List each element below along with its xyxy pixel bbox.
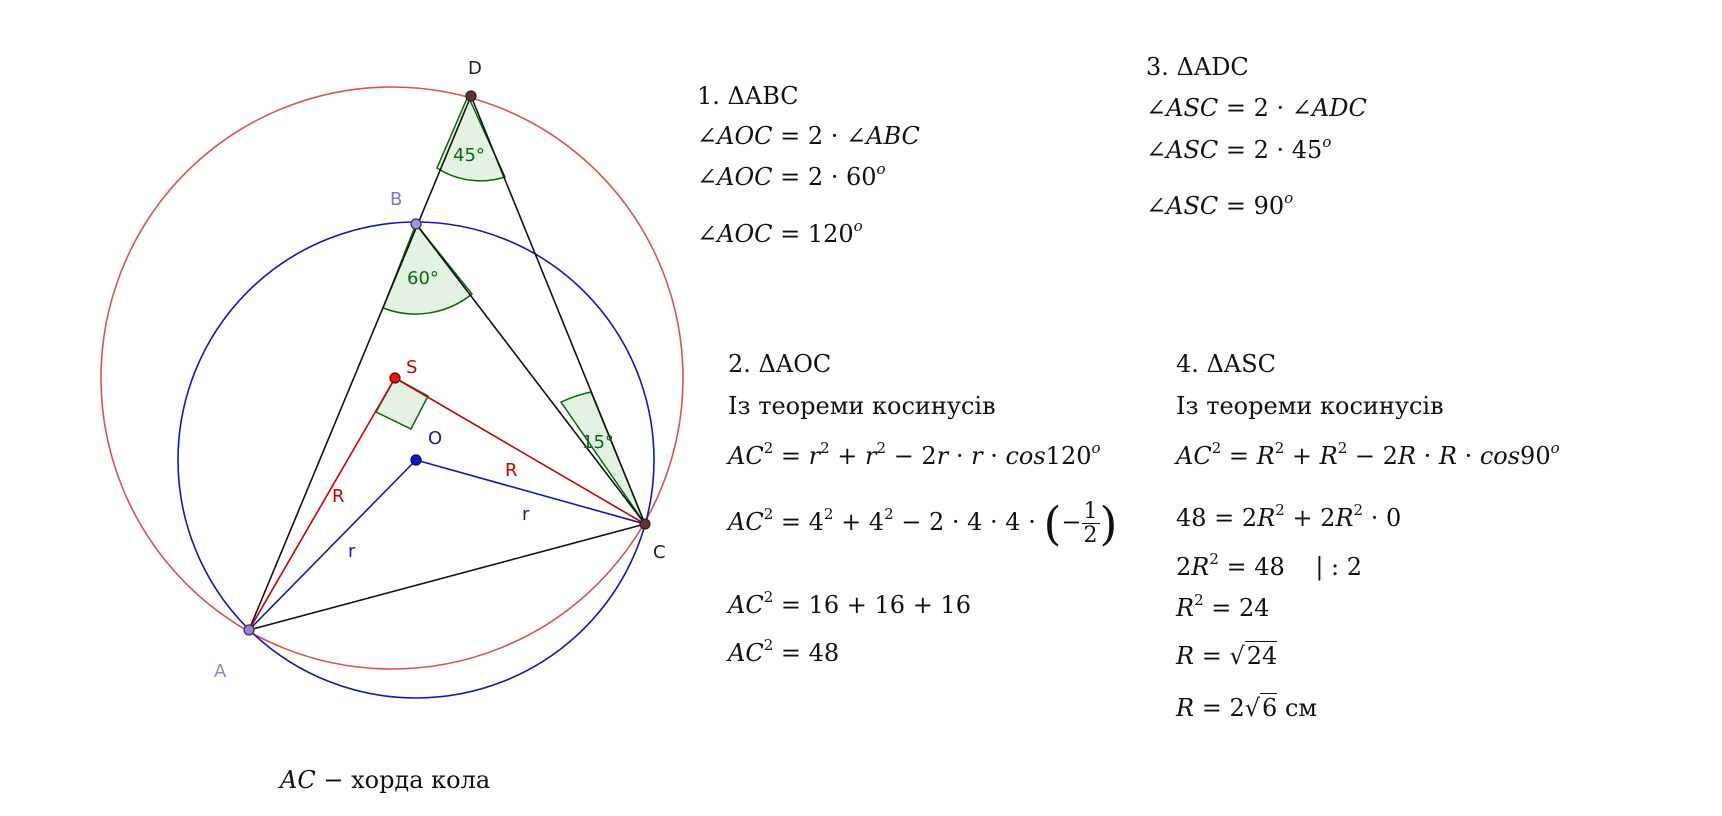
step4-eq3: $2R^2 = 48$ | : 2 <box>1176 550 1363 581</box>
angle-d-sector <box>437 96 505 181</box>
label-r-big-left: R <box>332 486 345 507</box>
point-c <box>640 519 650 529</box>
point-s <box>390 373 400 383</box>
step4-eq4: $R^2 = 24$ <box>1176 591 1270 622</box>
segment-bc <box>416 224 645 524</box>
step3-eq2: ∠ASC = $2 \cdot 45^o$ <box>1146 133 1332 164</box>
step2-eq1: $AC^2 = r^2 + r^2 - 2r \cdot r \cdot \cos 120^o$ <box>728 439 1101 470</box>
step1-eq3: ∠AOC = $120^o$ <box>697 217 863 248</box>
step3-title: 3. ΔADC <box>1146 53 1249 81</box>
step3-eq1: ∠ASC = 2 · ∠ADC <box>1146 94 1367 122</box>
label-c: C <box>653 542 666 563</box>
step4-title: 4. ΔASC <box>1176 350 1276 378</box>
step4-eq2: $48 = 2R^2 + 2R^2 \cdot 0$ <box>1176 501 1402 532</box>
step1-eq1: ∠AOC = 2 · ∠ABC <box>697 122 920 150</box>
angle-label-d: 45° <box>453 145 485 166</box>
label-a: A <box>214 661 227 682</box>
step3-eq3: ∠ASC = $90^o$ <box>1146 189 1294 220</box>
step4-eq1: $AC^2 = R^2 + R^2 - 2R \cdot R \cdot \cos 90^o$ <box>1176 439 1560 470</box>
label-r-small-left: r <box>348 541 356 562</box>
label-r-small-right: r <box>522 504 530 525</box>
label-b: B <box>390 189 403 210</box>
step2-title: 2. ΔAOC <box>728 350 832 378</box>
step2-subtitle: Із теореми косинусів <box>728 392 996 420</box>
segment-dc <box>471 96 645 524</box>
step4-subtitle: Із теореми косинусів <box>1176 392 1444 420</box>
step2-eq3: $AC^2 = 16 + 16 + 16$ <box>728 588 971 619</box>
caption: AC − хорда кола <box>280 766 491 794</box>
caption-text: хорда кола <box>351 766 491 794</box>
step2-eq4: $AC^2 = 48$ <box>728 636 840 667</box>
point-o <box>411 455 421 465</box>
point-b <box>411 219 421 229</box>
label-d: D <box>468 58 482 79</box>
segment-ad <box>249 96 471 630</box>
step4-eq6: R = 2√6 см <box>1176 694 1318 722</box>
point-a <box>244 625 254 635</box>
point-d <box>466 91 476 101</box>
step2-eq2: $AC^2 = 4^2 + 4^2 - 2 \cdot 4 \cdot 4$ · (− $\frac{1}{2}$ ) <box>728 496 1118 551</box>
angle-label-b: 60° <box>407 268 439 289</box>
geometry-figure <box>0 0 700 816</box>
step4-unit: см <box>1284 694 1318 722</box>
label-s: S <box>406 357 418 378</box>
angle-label-c: 15° <box>582 432 614 453</box>
step4-eq5: R = √24 <box>1176 642 1278 670</box>
step1-eq2: ∠AOC = $2 \cdot 60^o$ <box>697 160 886 191</box>
caption-chord: AC <box>280 766 316 794</box>
label-o: O <box>428 428 443 449</box>
label-r-big-right: R <box>505 460 518 481</box>
step1-title: 1. ΔABC <box>697 82 799 110</box>
right-angle-mark <box>376 378 428 429</box>
segment-ac <box>249 524 645 630</box>
